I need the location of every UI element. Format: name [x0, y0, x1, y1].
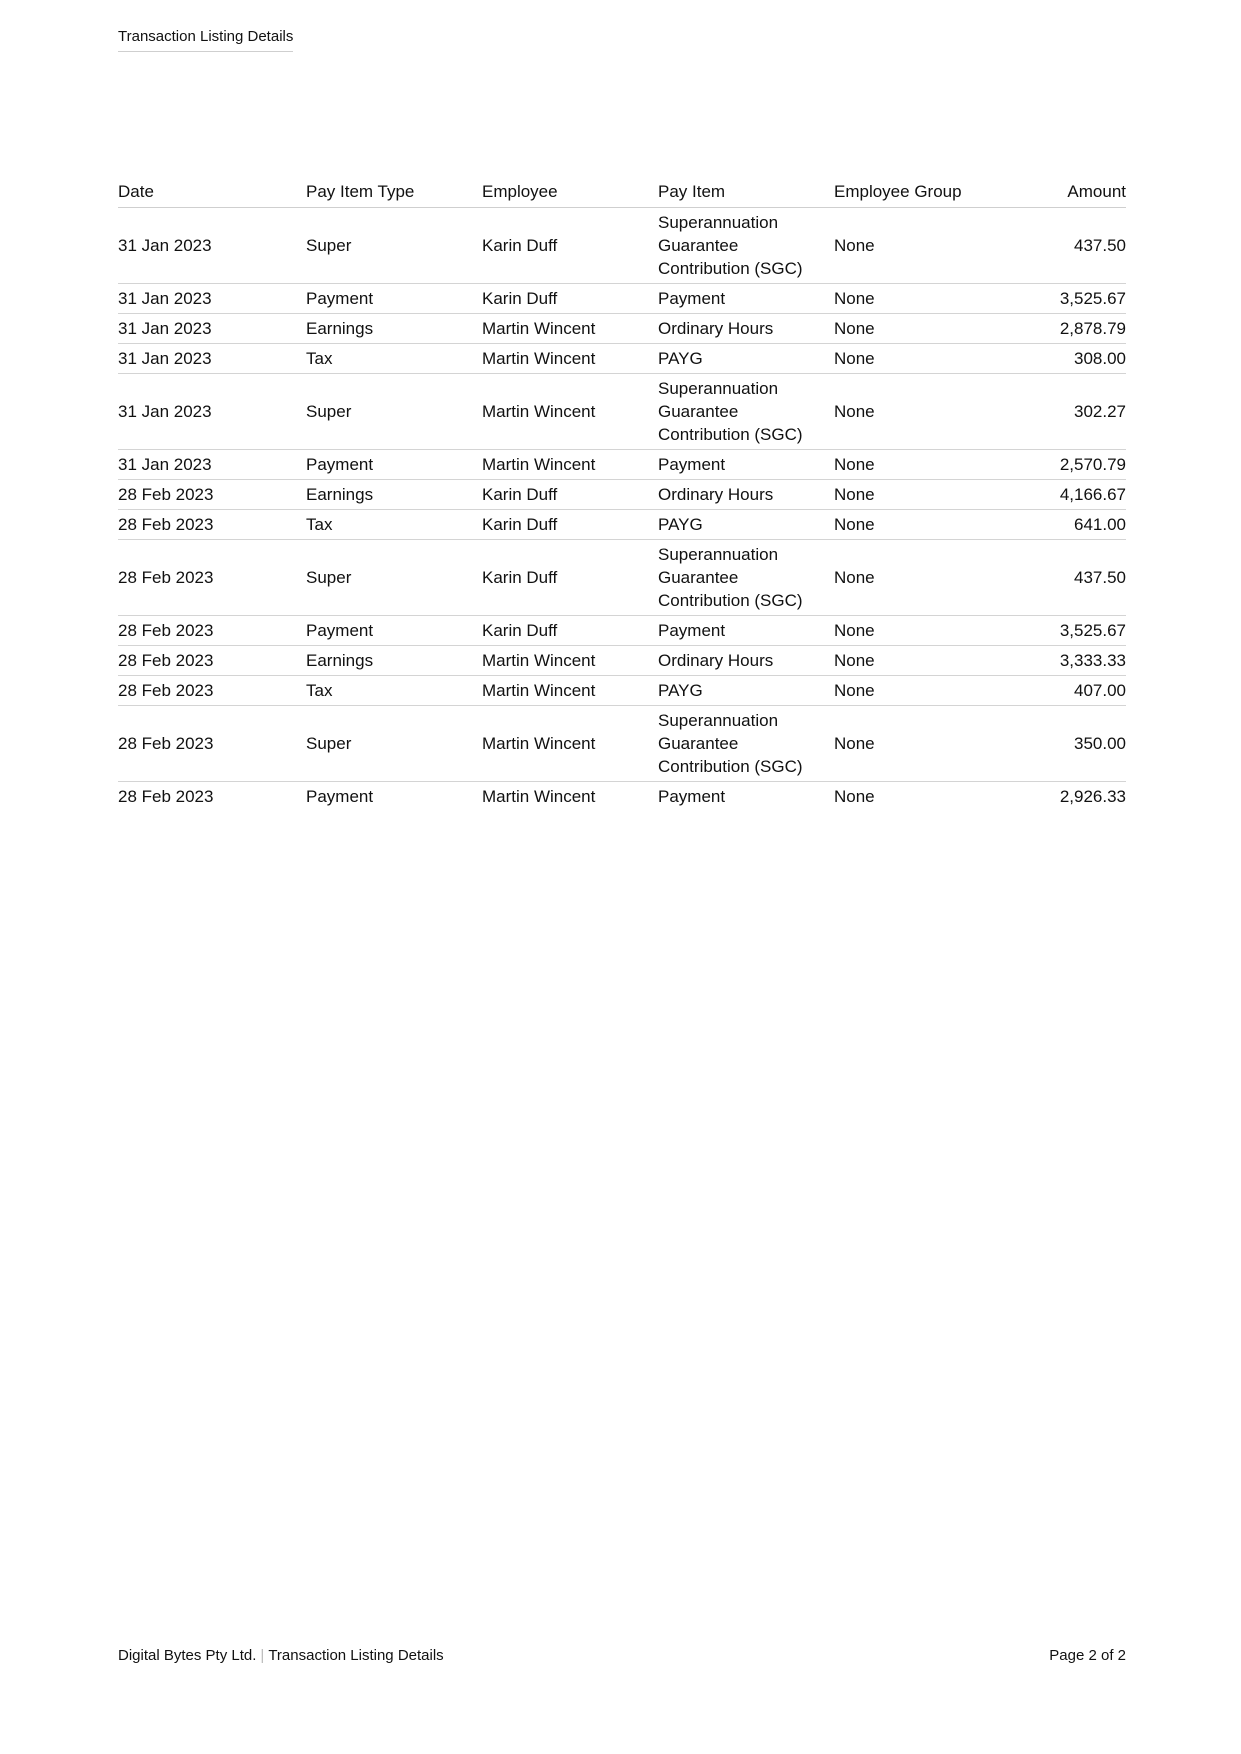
cell-amount: 3,525.67 [1010, 284, 1126, 314]
cell-pay-item: Payment [658, 284, 834, 314]
table-row [118, 646, 1126, 676]
table-row [118, 510, 1126, 540]
cell-pay-item-type: Payment [306, 616, 482, 646]
table-row [118, 782, 1126, 812]
cell-employee: Martin Wincent [482, 646, 658, 676]
transaction-table [118, 176, 1126, 811]
table-row [118, 480, 1126, 510]
cell-amount: 350.00 [1010, 706, 1126, 782]
cell-employee: Martin Wincent [482, 344, 658, 374]
cell-amount: 308.00 [1010, 344, 1126, 374]
cell-pay-item-type: Super [306, 706, 482, 782]
cell-pay-item: Payment [658, 787, 726, 806]
cell-pay-item: Payment [658, 450, 834, 480]
cell-employee-group: None [834, 284, 1010, 314]
cell-date: 28 Feb 2023 [118, 646, 306, 676]
cell-employee-group: None [834, 480, 1010, 510]
cell-date: 31 Jan 2023 [118, 208, 306, 284]
cell-date: 31 Jan 2023 [118, 314, 306, 344]
cell-amount: 302.27 [1010, 374, 1126, 450]
cell-amount: 437.50 [1010, 540, 1126, 616]
cell-pay-item: Payment [658, 616, 834, 646]
cell-pay-item: Ordinary Hours [658, 314, 834, 344]
cell-employee: Karin Duff [482, 616, 658, 646]
table-body [118, 208, 1126, 812]
cell-pay-item-type: Earnings [306, 480, 482, 510]
cell-date: 31 Jan 2023 [118, 374, 306, 450]
page-footer [118, 1647, 1126, 1664]
cell-pay-item-type: Payment [306, 284, 482, 314]
cell-employee-group: None [834, 510, 1010, 540]
cell-pay-item: Ordinary Hours [658, 480, 834, 510]
cell-pay-item-type: Tax [306, 676, 482, 706]
page-header-title: Transaction Listing Details [118, 28, 293, 52]
column-header-employee-group: Employee Group [834, 176, 1010, 208]
cell-pay-item-type: Super [306, 540, 482, 616]
column-header-pay-item-type: Pay Item Type [306, 176, 482, 208]
cell-employee-group: None [834, 676, 1010, 706]
cell-date: 28 Feb 2023 [118, 787, 214, 806]
cell-date: 31 Jan 2023 [118, 284, 306, 314]
cell-pay-item: Superannuation Guarantee Contribution (SGC) [658, 374, 834, 450]
cell-pay-item-type: Super [306, 374, 482, 450]
cell-pay-item-type: Payment [306, 787, 374, 806]
cell-employee: Martin Wincent [482, 374, 658, 450]
cell-pay-item: PAYG [658, 676, 834, 706]
cell-pay-item-type: Super [306, 208, 482, 284]
cell-pay-item: Superannuation Guarantee Contribution (SGC) [658, 208, 834, 284]
table-row [118, 314, 1126, 344]
cell-pay-item-type: Tax [306, 344, 482, 374]
cell-pay-item-type: Earnings [306, 314, 482, 344]
cell-employee: Martin Wincent [482, 314, 658, 344]
cell-employee: Karin Duff [482, 208, 658, 284]
footer-report-name: Transaction Listing Details [268, 1647, 444, 1664]
cell-employee-group: None [834, 314, 1010, 344]
table-row [118, 676, 1126, 706]
cell-employee: Martin Wincent [482, 787, 596, 806]
cell-employee-group: None [834, 344, 1010, 374]
table-row [118, 616, 1126, 646]
cell-amount: 2,926.33 [1059, 787, 1126, 806]
cell-pay-item: PAYG [658, 344, 834, 374]
cell-pay-item-type: Tax [306, 510, 482, 540]
cell-amount: 3,333.33 [1010, 646, 1126, 676]
cell-date: 28 Feb 2023 [118, 510, 306, 540]
cell-employee-group: None [834, 706, 1010, 782]
cell-pay-item: Superannuation Guarantee Contribution (SGC) [658, 540, 834, 616]
table-row [118, 344, 1126, 374]
cell-employee: Karin Duff [482, 480, 658, 510]
cell-pay-item: PAYG [658, 510, 834, 540]
footer-company: Digital Bytes Pty Ltd. [118, 1647, 257, 1664]
footer-page-number: Page 2 of 2 [1049, 1647, 1126, 1664]
cell-employee: Martin Wincent [482, 676, 658, 706]
cell-employee: Martin Wincent [482, 450, 658, 480]
table-header-row [118, 176, 1126, 208]
cell-date: 28 Feb 2023 [118, 676, 306, 706]
cell-amount: 3,525.67 [1010, 616, 1126, 646]
cell-date: 28 Feb 2023 [118, 616, 306, 646]
cell-date: 28 Feb 2023 [118, 480, 306, 510]
table-row [118, 284, 1126, 314]
cell-amount: 2,878.79 [1010, 314, 1126, 344]
cell-employee-group: None [834, 540, 1010, 616]
cell-amount: 641.00 [1010, 510, 1126, 540]
footer-separator: | [260, 1647, 265, 1664]
cell-employee-group: None [834, 450, 1010, 480]
cell-employee-group: None [834, 616, 1010, 646]
cell-pay-item-type: Payment [306, 450, 482, 480]
cell-pay-item-type: Earnings [306, 646, 482, 676]
cell-amount: 2,570.79 [1010, 450, 1126, 480]
cell-employee: Karin Duff [482, 510, 658, 540]
column-header-amount: Amount [1010, 176, 1126, 208]
cell-pay-item: Superannuation Guarantee Contribution (SGC) [658, 706, 834, 782]
cell-amount: 437.50 [1010, 208, 1126, 284]
cell-employee: Martin Wincent [482, 706, 658, 782]
table-row [118, 208, 1126, 284]
cell-employee-group: None [834, 787, 875, 806]
column-header-date: Date [118, 176, 306, 208]
cell-date: 28 Feb 2023 [118, 540, 306, 616]
cell-pay-item: Ordinary Hours [658, 646, 834, 676]
cell-employee-group: None [834, 374, 1010, 450]
column-header-employee: Employee [482, 176, 658, 208]
table-row [118, 374, 1126, 450]
column-header-pay-item: Pay Item [658, 176, 834, 208]
cell-employee-group: None [834, 646, 1010, 676]
cell-employee: Karin Duff [482, 284, 658, 314]
table-row [118, 540, 1126, 616]
cell-employee-group: None [834, 208, 1010, 284]
cell-date: 28 Feb 2023 [118, 706, 306, 782]
cell-date: 31 Jan 2023 [118, 344, 306, 374]
footer-left [118, 1647, 444, 1664]
cell-amount: 4,166.67 [1010, 480, 1126, 510]
table-row [118, 450, 1126, 480]
table-row [118, 706, 1126, 782]
cell-amount: 407.00 [1010, 676, 1126, 706]
cell-employee: Karin Duff [482, 540, 658, 616]
cell-date: 31 Jan 2023 [118, 450, 306, 480]
